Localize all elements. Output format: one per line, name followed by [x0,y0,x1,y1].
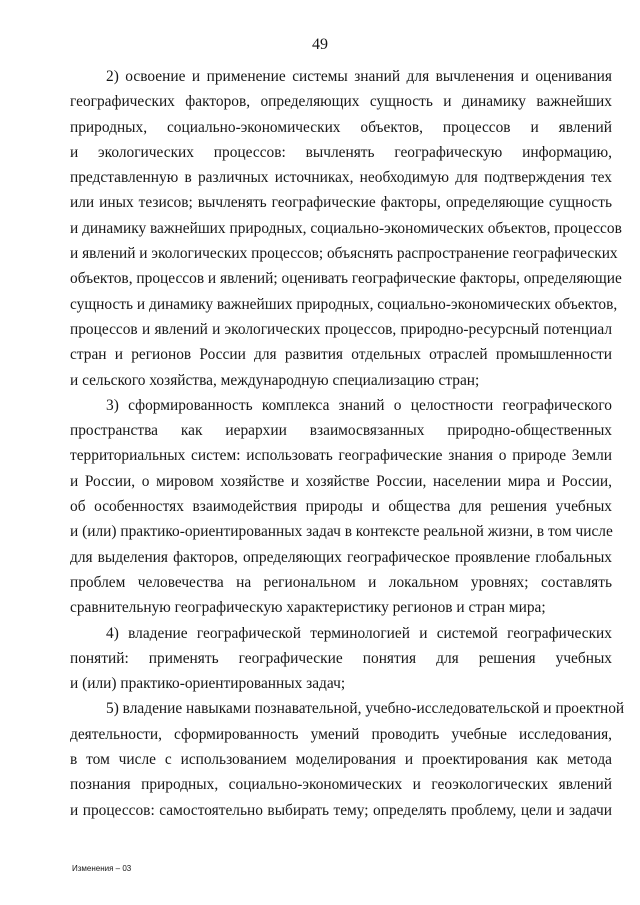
text-line: стран и регионов России для развития отдельных отраслей промышленности [70,346,612,364]
footer-note: Изменения – 03 [72,864,132,873]
text-line: и динамику важнейших природных, социально-экономических объектов, процессов [70,219,622,237]
text-line: процессов и явлений и экологических процессов, природно-ресурсный потенциал [70,320,612,338]
text-line: 3) сформированность комплекса знаний о целостности географического [106,396,612,414]
text-line: понятий: применять географические понятия для решения учебных [70,649,612,667]
text-line: представленную в различных источниках, необходимую для подтверждения тех [70,169,612,187]
text-line: проблем человечества на региональном и локальном уровнях; составлять [70,573,612,591]
text-line: 5) владение навыками познавательной, учебно-исследовательской и проектной [106,700,625,718]
text-line: деятельности, сформированность умений проводить учебные исследования, [70,725,612,743]
text-line: 2) освоение и применение системы знаний для вычленения и оценивания [106,68,612,85]
text-line: познания природных, социально-экономических и геоэкологических явлений [70,776,612,794]
text-line: и сельского хозяйства, международную специализацию стран; [70,371,480,389]
text-line: сущность и динамику важнейших природных, социально-экономических объектов, [70,295,618,313]
text-line: и (или) практико-ориентированных задач; [70,675,346,693]
document-body [70,64,625,823]
text-line: территориальных систем: использовать географические знания о природе Земли [70,447,612,465]
page-number: 49 [312,36,328,53]
text-line: географических факторов, определяющих сущность и динамику важнейших [70,93,612,111]
text-line: в том числе с использованием моделирования и проектирования как метода [70,751,612,769]
text-line: или иных тезисов; вычленять географические факторы, определяющие сущность [70,194,612,212]
text-line: и России, о мировом хозяйстве и хозяйстве России, населении мира и России, [70,472,612,490]
text-line: объектов, процессов и явлений; оценивать географические факторы, определяющие [70,270,622,288]
text-line: 4) владение географической терминологией и системой географических [106,624,612,642]
text-line: об особенностях взаимодействия природы и общества для решения учебных [70,498,612,516]
text-line: сравнительную географическую характеристику регионов и стран мира; [70,599,546,617]
text-line: и процессов: самостоятельно выбирать тему; определять проблему, цели и задачи [70,801,612,819]
text-line: природных, социально-экономических объектов, процессов и явлений [70,118,612,136]
text-line: и явлений и экологических процессов; объяснять распространение географических [70,245,618,263]
text-line: и экологических процессов: вычленять географическую информацию, [70,143,612,161]
text-line: для выделения факторов, определяющих географическое проявление глобальных [70,548,612,566]
text-line: и (или) практико-ориентированных задач в контексте реальной жизни, в том числе [70,523,613,541]
text-line: пространства как иерархии взаимосвязанных природно-общественных [70,422,612,440]
